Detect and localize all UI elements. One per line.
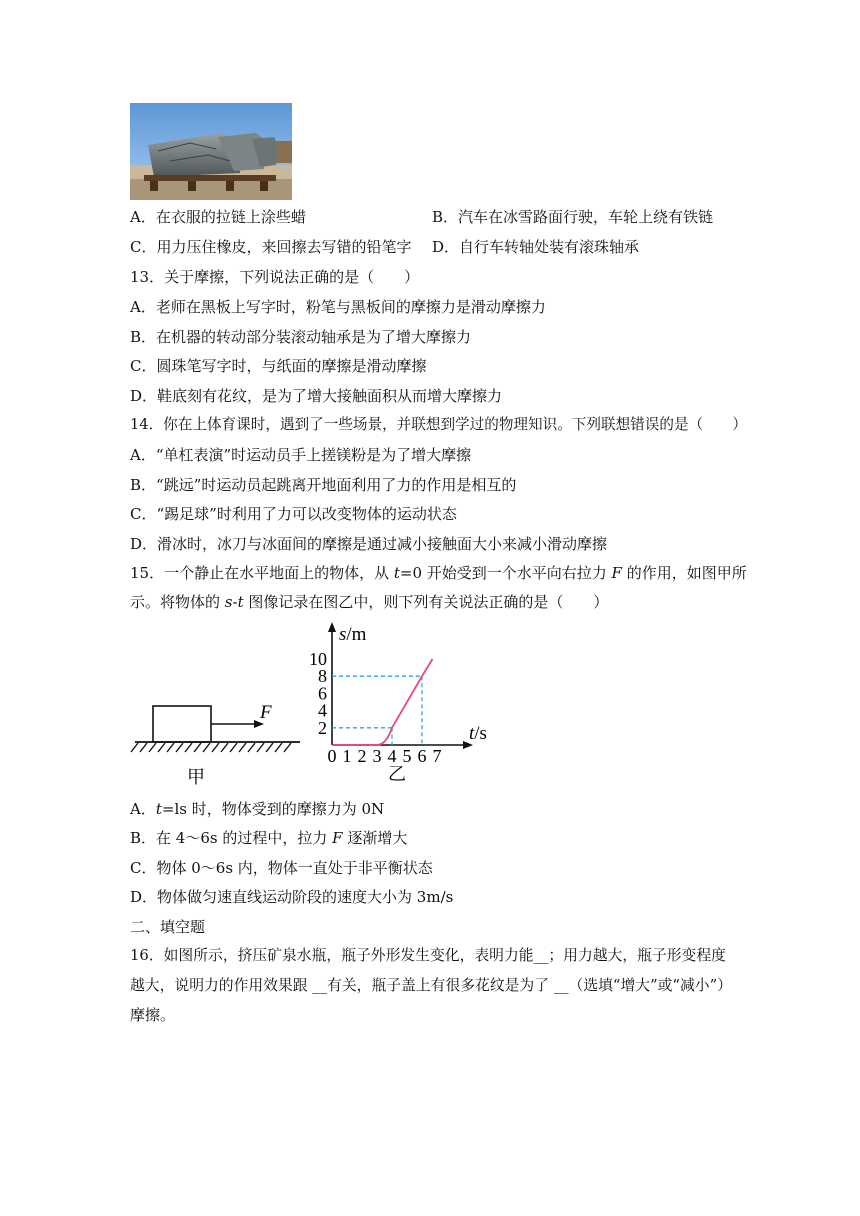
q15-stem-text: 15．一个静止在水平地面上的物体，从 [130,564,394,582]
q12-option-a: A．在衣服的拉链上涂些蜡 [130,208,306,226]
q12-option-b: B．汽车在冰雪路面行驶，车轮上绕有铁链 [432,208,714,226]
q15-var-f: F [332,829,343,847]
x-tick-label: 3 [372,746,382,766]
ground-hatch-line [140,743,147,752]
y-axis-label [339,624,367,645]
y-tick-label: 6 [318,683,327,704]
ground-hatch-line [266,743,273,752]
q15-stem-text: 图像记录在图乙中，则下列有关说法正确的是（ ） [243,593,609,611]
x-tick-label: 4 [387,746,397,766]
y-tick-label: 10 [309,649,327,669]
ground-hatch-line [212,743,219,752]
logs-on-rollers-photo [130,103,292,200]
ground-hatch-line [275,743,282,752]
guide-lines [332,676,422,745]
series-line-segment [422,659,433,676]
q15-stem-text: 的作用，如图甲所 [621,564,747,582]
caption-yi: 乙 [388,764,406,784]
ground-hatch-line [230,743,237,752]
q15-stem-line2 [130,591,608,613]
q13-option-b: B．在机器的转动部分装滚动轴承是为了增大摩擦力 [130,328,472,346]
q16-line2: 越大，说明力的作用效果跟 __有关，瓶子盖上有很多花纹是为了 __（选填“增大”或“减小”） [130,977,732,994]
ground-hatch-line [185,743,192,752]
q15-stem-line1 [130,562,747,584]
caption-jia: 甲 [187,767,205,787]
ground-hatch-line [239,743,246,752]
y-tick-label: 8 [318,666,327,687]
q14-option-c: C．“踢足球”时利用了力可以改变物体的运动状态 [130,505,457,523]
q15-var-t: t [237,593,244,611]
force-label: F [260,702,272,723]
figure-yi-st-graph [305,618,495,790]
q13-option-d: D．鞋底刻有花纹，是为了增大接触面积从而增大摩擦力 [130,387,503,405]
y-axis-var: s [339,624,347,645]
q15-stem-text: =0 开始受到一个水平向右拉力 [399,564,612,582]
y-tick-label: 2 [318,717,327,738]
ground-hatch-line [194,743,201,752]
ground-hatch-line [149,743,156,752]
ground-hatch-line [221,743,228,752]
data-series [332,659,433,745]
ground-hatch-line [167,743,174,752]
ground-hatch-line [248,743,255,752]
q14-option-b: B．“跳远”时运动员起跳离开地面利用了力的作用是相互的 [130,476,517,494]
q13-option-c: C．圆珠笔写字时，与纸面的摩擦是滑动摩擦 [130,357,427,375]
ground-hatch-line [257,743,264,752]
q16-line1: 16．如图所示，挤压矿泉水瓶，瓶子外形发生变化，表明力能__；用力越大，瓶子形变程度 [130,947,726,964]
q15-option-d: D．物体做匀速直线运动阶段的速度大小为 3m/s [130,888,454,906]
q13-stem: 13．关于摩擦，下列说法正确的是（ ） [130,268,420,286]
q16-line3: 摩擦。 [130,1006,176,1024]
section-title: 二、填空题 [130,918,206,936]
ground-hatch-line [284,743,291,752]
q15-option-c: C．物体 0～6s 内，物体一直处于非平衡状态 [130,859,433,877]
x-tick-label: 6 [417,746,427,766]
x-tick-label: 5 [402,746,412,766]
x-tick-label: 2 [357,746,367,766]
x-tick-label: 7 [432,746,442,766]
series-line-segment [392,676,422,728]
y-tick-label: 4 [318,700,327,721]
q15-option-a-prefix: A． [130,800,156,818]
q15-var-f: F [611,564,622,582]
ground-hatch-line [131,743,138,752]
q14-stem: 14．你在上体育课时，遇到了一些场景，并联想到学过的物理知识。下列联想错误的是（ ） [130,416,747,433]
q13-option-a: A．老师在黑板上写字时，粉笔与黑板间的摩擦力是滑动摩擦力 [130,298,546,316]
q15-var-s: s [224,593,233,611]
series-curve-segment [377,728,392,745]
y-axis-arrow [328,622,336,632]
q12-option-d: D．自行车转轴处装有滚珠轴承 [432,238,640,256]
q15-option-b [130,827,407,849]
ground-hatch-line [158,743,165,752]
q15-option-a [130,798,384,820]
ground-hatch-line [203,743,210,752]
q14-option-d: D．滑冰时，冰刀与冰面间的摩擦是通过减小接触面大小来减小滑动摩擦 [130,535,608,553]
q12-option-c: C．用力压住橡皮，来回擦去写错的铅笔字 [130,238,412,256]
block [153,706,211,742]
y-axis-unit: /m [346,624,367,645]
x-axis-unit: /s [474,723,487,744]
x-axis-var: t [469,723,475,744]
q15-var-t: t [393,564,400,582]
x-tick-label: 1 [342,746,352,766]
x-axis-label [469,723,487,744]
q14-option-a: A．“单杠表演”时运动员手上搓镁粉是为了增大摩擦 [130,446,472,464]
ground-hatch [131,743,291,752]
q15-option-b-text: 逐渐增大 [342,829,408,847]
x-tick-label: 0 [327,746,337,766]
q15-option-b-text: B．在 4～6s 的过程中，拉力 [130,829,333,847]
ground-hatch-line [176,743,183,752]
q15-var-t: t [155,800,162,818]
q15-option-a-text: =ls 时，物体受到的摩擦力为 0N [161,800,385,818]
figure-jia [130,690,305,790]
q15-stem-text: - [232,593,238,611]
q15-stem-text: 示。将物体的 [130,593,225,611]
